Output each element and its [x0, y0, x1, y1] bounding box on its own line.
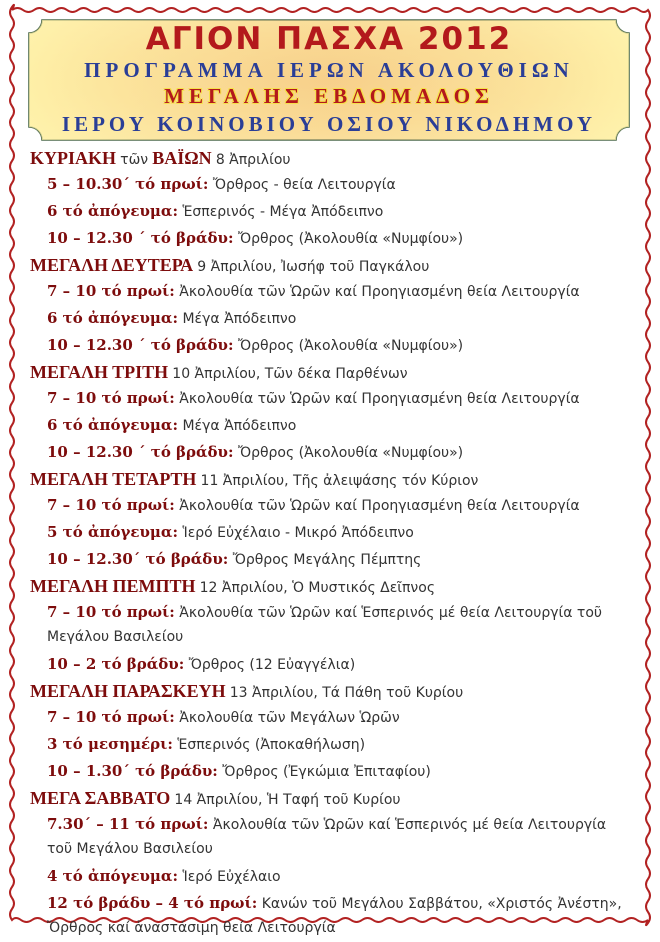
- day-heading: [30, 785, 630, 811]
- service-entry: [30, 704, 630, 731]
- service-time: 3 τό μεσημέρι:: [47, 735, 173, 753]
- service-description: Ὄρθρος Μεγάλης Πέμπτης: [232, 552, 422, 568]
- service-time: 4 τό ἀπόγευμα:: [47, 867, 178, 885]
- service-entry: [30, 412, 630, 439]
- day-heading: [30, 573, 630, 599]
- day-date-feast: 8 Ἀπριλίου: [215, 152, 291, 168]
- service-entry: [30, 811, 630, 863]
- day-name: ΜΕΓΑΛΗ ΤΕΤΑΡΤΗ: [30, 469, 197, 489]
- service-description: Ἀκολουθία τῶν Ὡρῶν καί Προηγιασμένη θεία Λειτουργία: [179, 391, 580, 407]
- service-entry: [30, 332, 630, 359]
- service-time: 5 – 10.30΄ τό πρωί:: [47, 175, 209, 193]
- service-description: Κανών τοῦ Μεγάλου Σαββάτου, «Χριστός Ἀνέστη», Ὄρθρος καί ἀναστάσιμη θεία Λειτουργία: [47, 896, 622, 936]
- service-description: Ἀκολουθία τῶν Ὡρῶν καί Προηγιασμένη θεία Λειτουργία: [179, 498, 580, 514]
- day-date-feast: 13 Ἀπριλίου, Τά Πάθη τοῦ Κυρίου: [229, 685, 464, 701]
- service-time: 10 – 1.30΄ τό βράδυ:: [47, 762, 218, 780]
- service-description: Ὄρθρος (Ἀκολουθία «Νυμφίου»): [237, 338, 464, 354]
- day-name: ΜΕΓΑΛΗ ΠΕΜΠΤΗ: [30, 576, 196, 596]
- monastery-heading: ΙΕΡΟΥ ΚΟΙΝΟΒΙΟΥ ΟΣΙΟΥ ΝΙΚΟΔΗΜΟΥ: [61, 112, 597, 136]
- service-description: Ὄρθρος (Ἀκολουθία «Νυμφίου»): [237, 445, 464, 461]
- day-name: ΜΕΓΑΛΗ ΤΡΙΤΗ: [30, 362, 169, 382]
- day-heading: [30, 359, 630, 385]
- service-time: 10 – 12.30 ΄ τό βράδυ:: [47, 229, 234, 247]
- service-entry: [30, 278, 630, 305]
- day-name: ΜΕΓΑ ΣΑΒΒΑΤΟ: [30, 788, 171, 808]
- service-description: Ἀκολουθία τῶν Ὡρῶν καί Ἑσπερινός μέ θεία Λειτουργία τοῦ Μεγάλου Βασιλείου: [47, 605, 603, 645]
- service-description: Μέγα Ἀπόδειπνο: [182, 311, 297, 327]
- service-description: Ἑσπερινός (Ἀποκαθήλωση): [177, 737, 366, 753]
- day-date-feast: 10 Ἀπριλίου, Τῶν δέκα Παρθένων: [172, 366, 408, 382]
- day-date-feast: 14 Ἀπριλίου, Ἡ Ταφή τοῦ Κυρίου: [174, 792, 401, 808]
- service-entry: [30, 439, 630, 466]
- service-entry: [30, 385, 630, 412]
- service-time: 7 – 10 τό πρωί:: [47, 496, 175, 514]
- service-description: Ἀκολουθία τῶν Ὡρῶν καί Προηγιασμένη θεία Λειτουργία: [179, 284, 580, 300]
- service-time: 12 τό βράδυ – 4 τό πρωί:: [47, 894, 258, 912]
- service-description: Ἀκολουθία τῶν Μεγάλων Ὡρῶν: [179, 710, 400, 726]
- schedule-list: [30, 145, 630, 942]
- service-description: Ὄρθρος (12 Εὐαγγέλια): [188, 657, 356, 673]
- service-time: 7 – 10 τό πρωί:: [47, 603, 175, 621]
- service-entry: [30, 305, 630, 332]
- service-time: 10 – 12.30΄ τό βράδυ:: [47, 550, 229, 568]
- service-description: Ὄρθρος (Ἐγκώμια Ἐπιταφίου): [222, 764, 431, 780]
- service-entry: [30, 651, 630, 678]
- day-heading: [30, 145, 630, 171]
- service-entry: [30, 599, 630, 651]
- day-heading: [30, 678, 630, 704]
- service-time: 6 τό ἀπόγευμα:: [47, 202, 178, 220]
- service-time: 5 τό ἀπόγευμα:: [47, 523, 178, 541]
- service-time: 6 τό ἀπόγευμα:: [47, 309, 178, 327]
- day-date-feast: 9 Ἀπριλίου, Ἰωσήφ τοῦ Παγκάλου: [197, 259, 430, 275]
- day-date-feast: 11 Ἀπριλίου, Τῆς ἀλειψάσης τόν Κύριον: [200, 473, 479, 489]
- service-entry: [30, 546, 630, 573]
- service-time: 7.30΄ – 11 τό πρωί:: [47, 815, 209, 833]
- service-time: 10 – 12.30 ΄ τό βράδυ:: [47, 336, 234, 354]
- service-time: 10 – 2 τό βράδυ:: [47, 655, 185, 673]
- holy-week-heading: ΜΕΓΑΛΗΣ ΕΒΔΟΜΑΔΟΣ: [164, 84, 494, 108]
- service-time: 10 – 12.30 ΄ τό βράδυ:: [47, 443, 234, 461]
- page-title: ΑΓΙΟΝ ΠΑΣΧΑ 2012: [145, 21, 513, 57]
- service-description: Μέγα Ἀπόδειπνο: [182, 418, 297, 434]
- service-time: 7 – 10 τό πρωί:: [47, 282, 175, 300]
- service-description: Ὄρθρος - θεία Λειτουργία: [212, 177, 396, 193]
- day-name-connector: τῶν: [120, 152, 149, 168]
- service-description: Ἱερό Εὐχέλαιο - Μικρό Ἀπόδειπνο: [182, 525, 414, 541]
- day-name: ΜΕΓΑΛΗ ΔΕΥΤΕΡΑ: [30, 255, 194, 275]
- service-entry: [30, 171, 630, 198]
- service-description: Ἀκολουθία τῶν Ὡρῶν καί Ἑσπερινός μέ θεία Λειτουργία τοῦ Μεγάλου Βασιλείου: [47, 817, 607, 857]
- day-date-feast: 12 Ἀπριλίου, Ὁ Μυστικός Δεῖπνος: [199, 580, 436, 596]
- day-name: ΜΕΓΑΛΗ ΠΑΡΑΣΚΕΥΗ: [30, 681, 226, 701]
- service-description: Ὄρθρος (Ἀκολουθία «Νυμφίου»): [237, 231, 464, 247]
- service-entry: [30, 519, 630, 546]
- service-entry: [30, 198, 630, 225]
- service-entry: [30, 758, 630, 785]
- service-entry: [30, 863, 630, 890]
- service-entry: [30, 890, 630, 942]
- service-time: 6 τό ἀπόγευμα:: [47, 416, 178, 434]
- header-banner: [28, 19, 630, 141]
- day-heading: [30, 466, 630, 492]
- service-description: Ἑσπερινός - Μέγα Ἀπόδειπνο: [182, 204, 384, 220]
- service-entry: [30, 731, 630, 758]
- day-name: ΚΥΡΙΑΚΗ: [30, 148, 117, 168]
- schedule-heading: ΠΡΟΓΡΑΜΜΑ ΙΕΡΩΝ ΑΚΟΛΟΥΘΙΩΝ: [84, 58, 574, 82]
- day-name-suffix: ΒΑΪΩΝ: [152, 148, 212, 168]
- day-heading: [30, 252, 630, 278]
- service-description: Ἱερό Εὐχέλαιο: [182, 869, 281, 885]
- service-entry: [30, 225, 630, 252]
- service-time: 7 – 10 τό πρωί:: [47, 389, 175, 407]
- service-entry: [30, 492, 630, 519]
- service-time: 7 – 10 τό πρωί:: [47, 708, 175, 726]
